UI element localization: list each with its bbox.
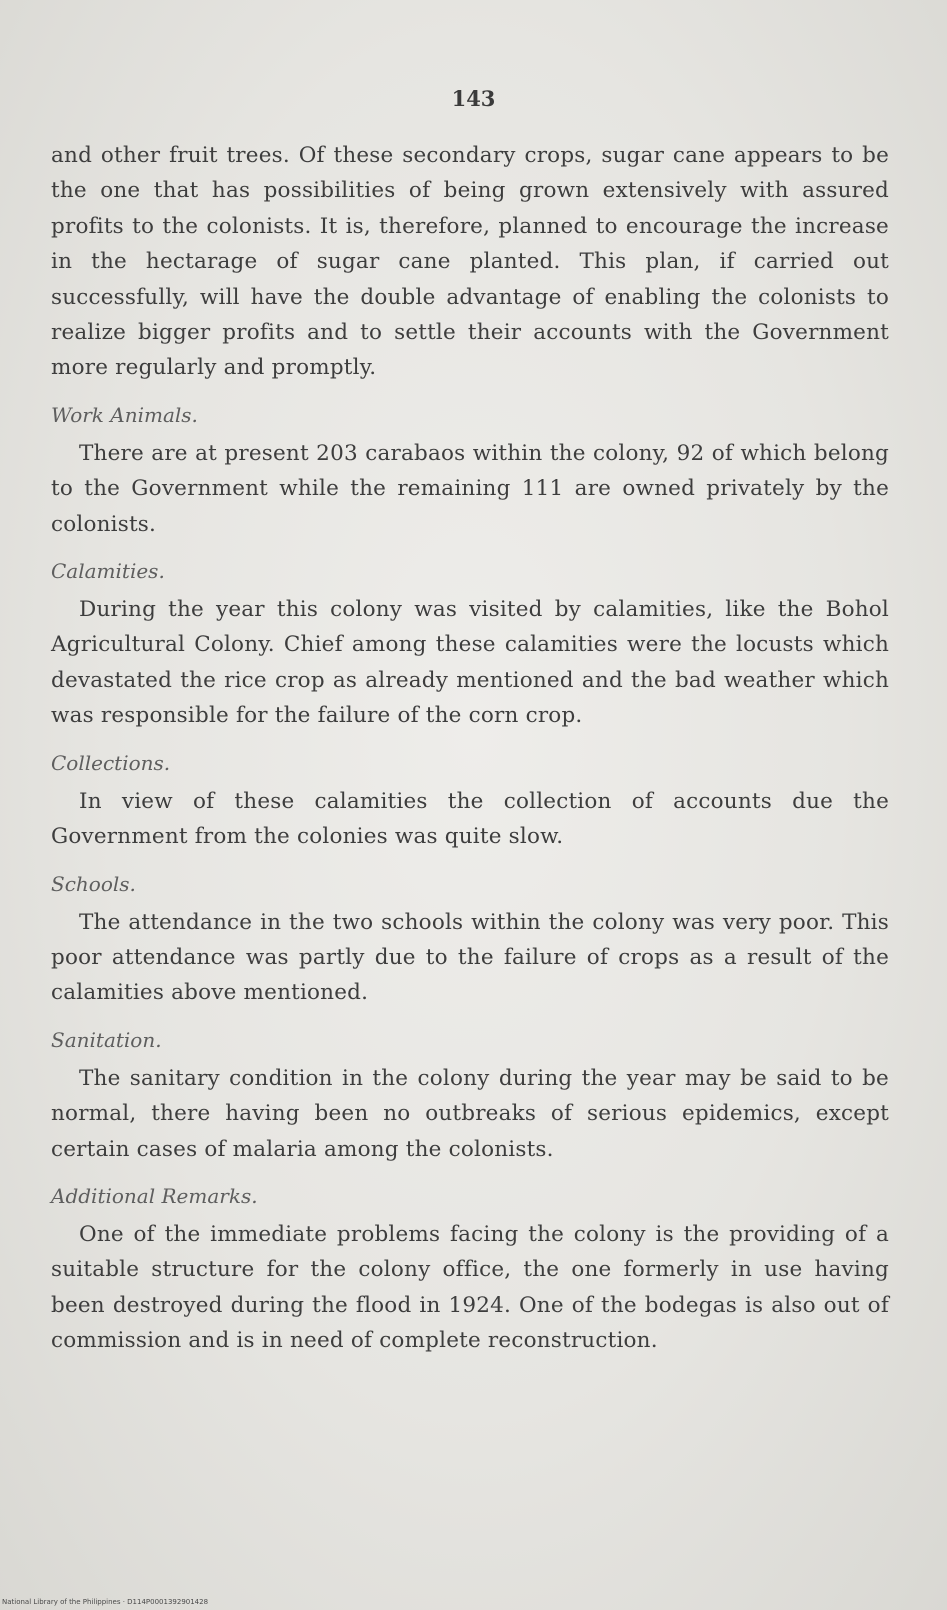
archive-footer: National Library of the Philippines · D114P0001392901428	[2, 1598, 209, 1606]
section-heading-additional-remarks: Additional Remarks.	[51, 1183, 258, 1208]
section-body-collections: In view of these calamities the collection of accounts due the Government from the colonies was quite slow.	[51, 788, 889, 850]
section-body-work-animals: There are at present 203 carabaos within the colony, 92 of which belong to the Government while the remaining 111 are owned privately by the colonists.	[51, 440, 889, 537]
page-number: 143	[451, 86, 496, 111]
section-body-sanitation: The sanitary condition in the colony during the year may be said to be normal, there having been no outbreaks of serious epidemics, except certain cases of malaria among the colonists.	[51, 1065, 889, 1162]
section-heading-work-animals: Work Animals.	[51, 402, 198, 427]
section-heading-collections: Collections.	[51, 750, 171, 775]
opening-paragraph: and other fruit trees. Of these secondary crops, sugar cane appears to be the one that has possibilities of being grown extensively with assured profits to the colonists. It is, therefore, planned to encourage the increase in the hectarage of sugar cane planted. This plan, if carried out successfully, will have the double advantage of enabling the colonists to realize bigger profits and to settle their accounts with the Government more regularly and promptly.	[51, 143, 889, 381]
section-heading-calamities: Calamities.	[51, 559, 165, 584]
page-content	[51, 138, 889, 1359]
section-body-calamities: During the year this colony was visited by calamities, like the Bohol Agricultural Colony. Chief among these calamities were the locusts which devastated the rice crop as already mentioned and the bad weather which was responsible for the failure of the corn crop.	[51, 597, 889, 729]
section-body-schools: The attendance in the two schools within the colony was very poor. This poor attendance was partly due to the failure of crops as a result of the calamities above mentioned.	[51, 909, 889, 1006]
section-body-additional-remarks: One of the immediate problems facing the colony is the providing of a suitable structure for the colony office, the one formerly in use having been destroyed during the flood in 1924. One of the bodegas is also out of commission and is in need of complete reconstruction.	[51, 1221, 889, 1354]
section-heading-schools: Schools.	[51, 871, 136, 896]
section-heading-sanitation: Sanitation.	[51, 1027, 162, 1052]
